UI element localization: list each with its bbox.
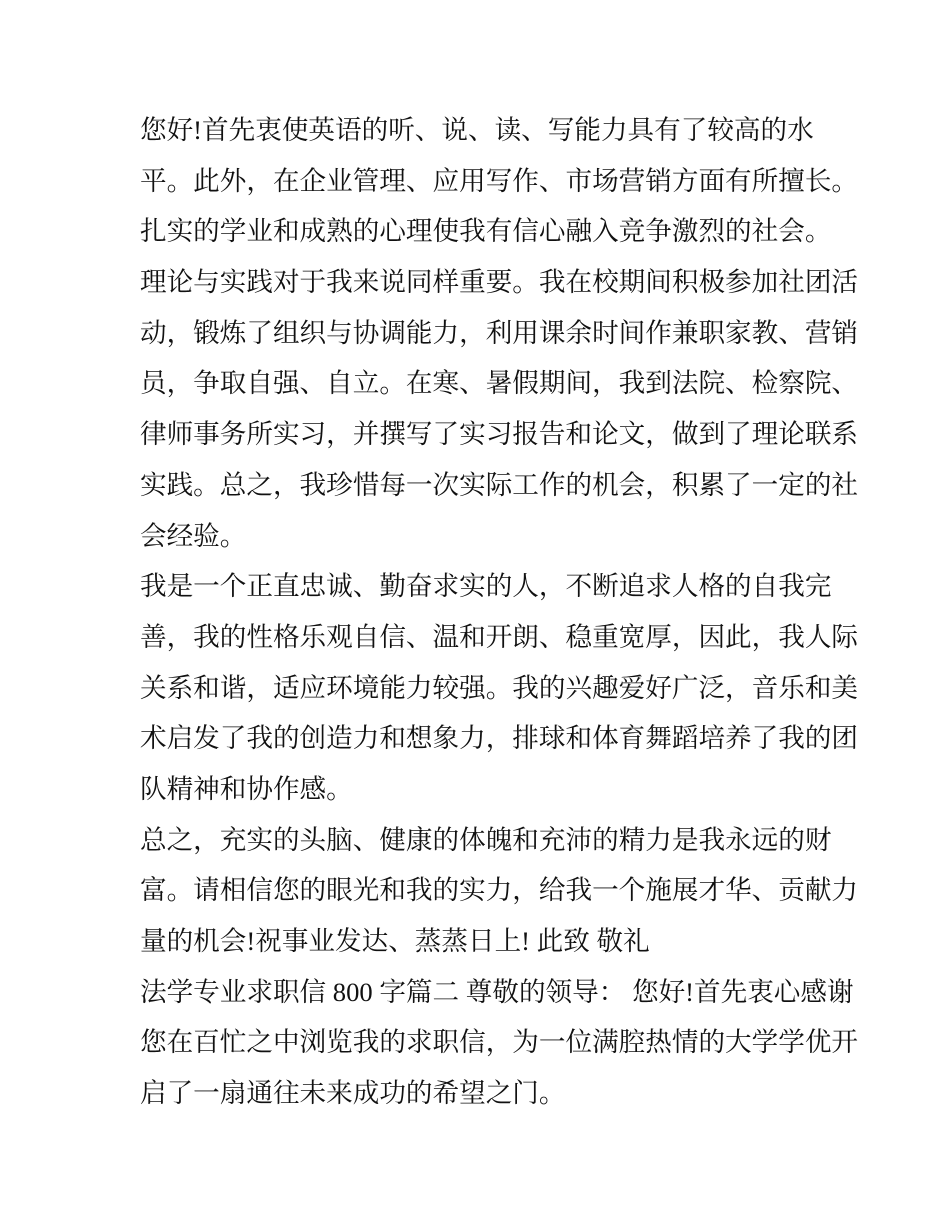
text-line: 实践。总之，我珍惜每一次实际工作的机会，积累了一定的社	[140, 469, 859, 500]
text-line: 理论与实践对于我来说同样重要。我在校期间积极参加社团活	[140, 267, 859, 298]
text-line: 您在百忙之中浏览我的求职信，为一位满腔热情的大学学优开	[140, 1027, 859, 1058]
text-line: 平。此外，在企业管理、应用写作、市场营销方面有所擅长。	[140, 165, 859, 196]
text-line: 量的机会!祝事业发达、蒸蒸日上! 此致 敬礼	[140, 926, 650, 956]
text-line: 善，我的性格乐观自信、温和开朗、稳重宽厚，因此，我人际	[140, 621, 859, 652]
text-line: 扎实的学业和成熟的心理使我有信心融入竞争激烈的社会。	[140, 216, 832, 247]
text-line: 律师事务所实习，并撰写了实习报告和论文，做到了理论联系	[140, 419, 859, 450]
text-line: 富。请相信您的眼光和我的实力，给我一个施展才华、贡献力	[140, 875, 859, 906]
text-line: 动，锻炼了组织与协调能力，利用课余时间作兼职家教、营销	[140, 317, 859, 348]
text-line: 总之，充实的头脑、健康的体魄和充沛的精力是我永远的财	[140, 824, 832, 855]
text-line: 您好!首先衷使英语的听、说、读、写能力具有了较高的水	[140, 115, 814, 145]
document-body	[140, 105, 859, 1119]
text-line: 员，争取自强、自立。在寒、暑假期间，我到法院、检察院、	[140, 368, 859, 399]
text-line: 队精神和协作感。	[140, 773, 353, 804]
text-line: 术启发了我的创造力和想象力，排球和体育舞蹈培养了我的团	[140, 723, 859, 754]
text-line: 启了一扇通往未来成功的希望之门。	[140, 1078, 566, 1109]
text-line: 会经验。	[140, 520, 247, 551]
text-line: 我是一个正直忠诚、勤奋求实的人，不断追求人格的自我完	[140, 571, 832, 602]
text-line: 法学专业求职信 800 字篇二 尊敬的领导： 您好!首先衷心感谢	[140, 976, 854, 1007]
text-line: 关系和谐，适应环境能力较强。我的兴趣爱好广泛，音乐和美	[140, 672, 859, 703]
